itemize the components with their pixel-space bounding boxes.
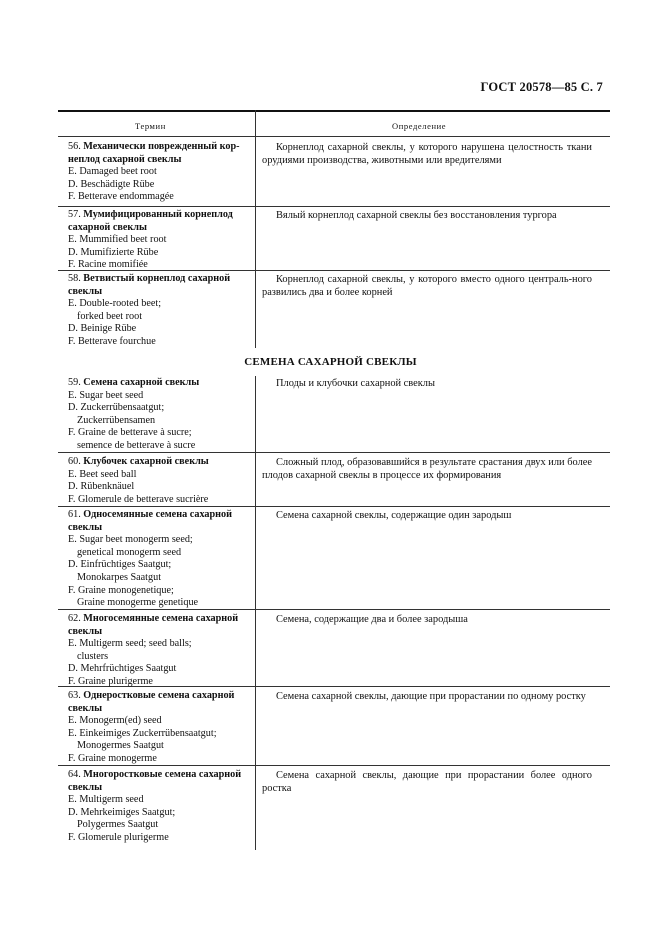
- definition-56: Корнеплод сахарной свеклы, у которого нарушена целостность ткани орудиями производства, животными или вредителями: [262, 142, 592, 166]
- term-french: F. Betterave endommagée: [68, 191, 174, 203]
- term-french-alt: semence de betterave à sucre: [77, 439, 196, 451]
- term-german: D. Rübenknäuel: [68, 481, 135, 493]
- section-title-seeds: СЕМЕНА САХАРНОЙ СВЕКЛЫ: [244, 356, 417, 368]
- term-english: E. Mummified beet root: [68, 234, 167, 246]
- table-header-rule: [58, 136, 610, 137]
- term-entry-64: [68, 769, 248, 845]
- term-entry-62: [68, 613, 248, 689]
- term-title: Односемянные семена сахарной: [83, 509, 232, 520]
- page-header: ГОСТ 20578—85 С. 7: [480, 80, 603, 94]
- term-french: F. Racine momifiée: [68, 259, 148, 271]
- definition-62: Семена, содержащие два и более зародыша: [276, 614, 468, 625]
- term-german: E. Einkeimiges Zuckerrübensaatgut;: [68, 727, 217, 739]
- term-french: F. Graine plurigerme: [68, 675, 153, 687]
- term-english-alt: forked beet root: [77, 310, 143, 322]
- term-entry-58: [68, 273, 248, 349]
- term-title: свеклы: [68, 521, 103, 533]
- term-number: 64.: [68, 769, 81, 780]
- term-title: свеклы: [68, 702, 103, 714]
- definition-60: Сложный плод, образовавшийся в результате срастания двух или более плодов сахарной свеклы в процессе их формирования: [262, 457, 592, 481]
- term-french: F. Graine monogenetique;: [68, 584, 174, 596]
- term-title: Семена сахарной свеклы: [83, 377, 200, 388]
- term-french: F. Graine de betterave à sucre;: [68, 427, 192, 439]
- term-german-alt: Monokarpes Saatgut: [77, 571, 162, 583]
- term-german: D. Mumifizierte Rübe: [68, 246, 159, 258]
- term-number: 58.: [68, 273, 81, 284]
- term-english-alt: genetical monogerm seed: [77, 546, 182, 558]
- term-german: D. Einfrüchtiges Saatgut;: [68, 559, 172, 571]
- term-entry-59: [68, 377, 248, 453]
- term-german-alt: Monogermes Saatgut: [77, 740, 164, 752]
- term-german: D. Mehrfrüchtiges Saatgut: [68, 663, 177, 675]
- term-english-alt: clusters: [77, 650, 109, 662]
- term-number: 61.: [68, 509, 81, 520]
- term-entry-63: [68, 690, 248, 766]
- term-title: Клубочек сахарной свеклы: [83, 456, 209, 467]
- term-german-alt: Zuckerrübensamen: [77, 414, 156, 426]
- term-number: 59.: [68, 377, 81, 388]
- term-title: Многосемянные семена сахарной: [83, 613, 239, 624]
- column-header-definition: Определение: [392, 121, 447, 131]
- definition-64: Семена сахарной свеклы, дающие при прорастании более одного ростка: [262, 770, 592, 794]
- definition-59: Плоды и клубочки сахарной свеклы: [276, 378, 435, 389]
- term-english: E. Double-rooted beet;: [68, 298, 162, 310]
- term-title: Многоростковые семена сахарной: [83, 769, 242, 780]
- row-separator: [58, 206, 610, 207]
- term-entry-61: [68, 509, 248, 610]
- term-german-alt: Polygermes Saatgut: [77, 819, 159, 831]
- term-french-alt: Graine monogerme genetique: [77, 597, 199, 609]
- term-number: 62.: [68, 613, 81, 624]
- term-english: E. Monogerm(ed) seed: [68, 715, 162, 727]
- term-number: 57.: [68, 209, 81, 220]
- term-french: F. Glomerule de betterave sucrière: [68, 493, 209, 505]
- term-german: D. Mehrkeimiges Saatgut;: [68, 806, 176, 818]
- column-divider-top: [255, 110, 256, 348]
- term-english: E. Beet seed ball: [68, 468, 137, 480]
- term-title: свеклы: [68, 781, 103, 793]
- term-title: Мумифицированный корнеплод: [83, 209, 233, 220]
- term-english: E. Sugar beet monogerm seed;: [68, 534, 193, 546]
- term-english: E. Damaged beet root: [68, 166, 157, 178]
- column-divider-bottom: [255, 376, 256, 850]
- term-title: неплод сахарной свеклы: [68, 153, 182, 165]
- definition-63: Семена сахарной свеклы, дающие при прорастании по одному ростку: [276, 691, 586, 702]
- definition-57: Вялый корнеплод сахарной свеклы без восстановления тургора: [276, 210, 557, 221]
- term-french: F. Betterave fourchue: [68, 335, 156, 347]
- term-title: сахарной свеклы: [68, 221, 147, 233]
- definition-61: Семена сахарной свеклы, содержащие один зародыш: [276, 510, 512, 521]
- term-number: 60.: [68, 456, 81, 467]
- term-english: E. Sugar beet seed: [68, 389, 144, 401]
- table-top-rule: [58, 110, 610, 112]
- term-title: Механически поврежденный кор-: [83, 141, 240, 152]
- term-german: D. Beinige Rübe: [68, 323, 137, 335]
- term-french: F. Graine monogerme: [68, 752, 157, 764]
- term-french: F. Glomerule plurigerme: [68, 831, 169, 843]
- term-title: свеклы: [68, 285, 103, 297]
- term-entry-57: [68, 209, 248, 272]
- term-german: D. Zuckerrübensaatgut;: [68, 402, 165, 414]
- term-entry-56: [68, 141, 248, 204]
- term-number: 63.: [68, 690, 81, 701]
- term-title: свеклы: [68, 625, 103, 637]
- term-number: 56.: [68, 141, 81, 152]
- term-english: E. Multigerm seed: [68, 794, 144, 806]
- term-german: D. Beschädigte Rübe: [68, 178, 155, 190]
- term-entry-60: [68, 456, 248, 506]
- column-header-terms: Термин: [135, 121, 166, 131]
- term-english: E. Multigerm seed; seed balls;: [68, 638, 192, 650]
- definition-58: Корнеплод сахарной свеклы, у которого вместо одного централь-ного развились два и более корней: [262, 274, 592, 298]
- term-title: Однеростковые семена сахарной: [83, 690, 235, 701]
- term-title: Ветвистый корнеплод сахарной: [83, 273, 231, 284]
